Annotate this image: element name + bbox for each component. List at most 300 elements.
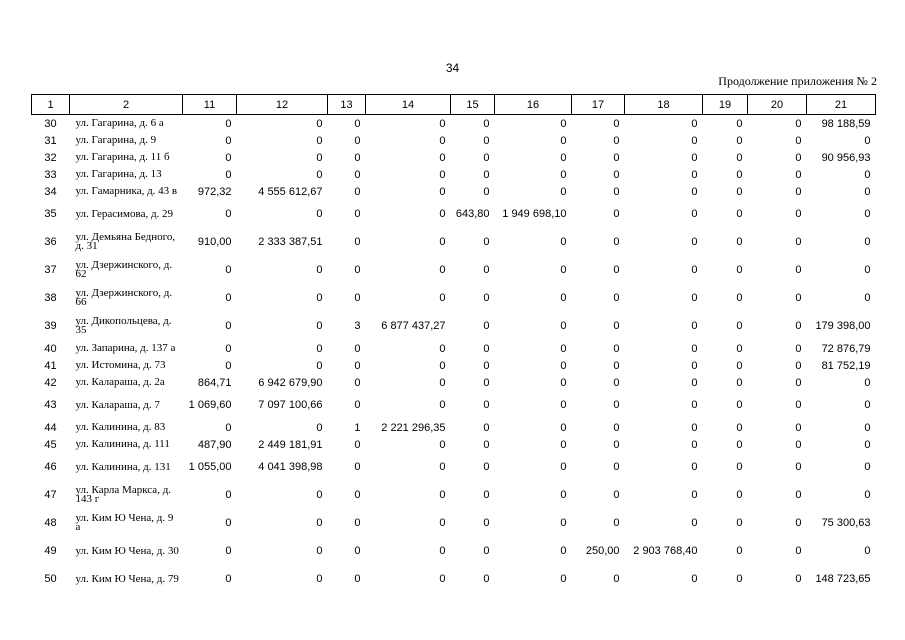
value-cell: 0 xyxy=(439,342,446,355)
value-cell: 0 xyxy=(316,573,323,585)
value-cell: 0 xyxy=(795,185,802,198)
table-row xyxy=(32,436,876,453)
value-cell: 0 xyxy=(864,264,871,276)
value-cell: 0 xyxy=(483,185,490,198)
value-cell: 0 xyxy=(354,517,361,529)
value-cell: 0 xyxy=(483,517,490,529)
address-cell: ул. Гагарина, д. 9 xyxy=(75,134,157,146)
value-cell: 179 398,00 xyxy=(815,320,871,332)
value-cell: 0 xyxy=(691,421,698,434)
value-cell: 0 xyxy=(560,342,567,355)
value-cell: 0 xyxy=(736,236,743,248)
value-cell: 0 xyxy=(864,236,871,248)
value-cell: 0 xyxy=(225,208,232,220)
value-cell: 0 xyxy=(225,517,232,529)
value-cell: 0 xyxy=(795,573,802,585)
value-cell: 643,80 xyxy=(455,208,490,220)
value-cell: 0 xyxy=(439,376,446,389)
value-cell: 0 xyxy=(483,489,490,501)
value-cell: 0 xyxy=(691,168,698,181)
value-cell: 487,90 xyxy=(197,438,232,451)
value-cell: 0 xyxy=(736,342,743,355)
value-cell: 0 xyxy=(483,320,490,332)
row-number-cell: 46 xyxy=(44,461,57,473)
value-cell: 0 xyxy=(439,545,446,557)
value-cell: 0 xyxy=(691,573,698,585)
address-cell: ул. Ким Ю Чена, д. 9 а xyxy=(75,512,174,533)
address-cell: ул. Ким Ю Чена, д. 79 xyxy=(75,572,179,585)
value-cell: 0 xyxy=(316,421,323,434)
value-cell: 0 xyxy=(864,208,871,220)
row-number-cell: 43 xyxy=(44,399,57,411)
value-cell: 0 xyxy=(225,117,232,130)
value-cell: 0 xyxy=(795,264,802,276)
address-cell: ул. Калинина, д. 83 xyxy=(75,421,166,433)
table-row xyxy=(32,312,876,340)
value-cell: 0 xyxy=(736,151,743,164)
column-header: 20 xyxy=(748,95,807,115)
value-cell: 0 xyxy=(225,342,232,355)
value-cell: 0 xyxy=(736,573,743,585)
value-cell: 0 xyxy=(613,399,620,411)
value-cell: 0 xyxy=(736,134,743,147)
value-cell: 0 xyxy=(483,359,490,372)
value-cell: 0 xyxy=(613,421,620,434)
value-cell: 0 xyxy=(354,292,361,304)
value-cell: 2 333 387,51 xyxy=(258,236,323,248)
value-cell: 0 xyxy=(691,517,698,529)
value-cell: 6 877 437,27 xyxy=(381,320,446,332)
value-cell: 148 723,65 xyxy=(815,573,871,585)
row-number-cell: 35 xyxy=(44,208,57,220)
value-cell: 0 xyxy=(864,489,871,501)
value-cell: 0 xyxy=(560,517,567,529)
address-cell: ул. Дзержинского, д. 62 xyxy=(75,259,173,280)
value-cell: 0 xyxy=(795,517,802,529)
value-cell: 0 xyxy=(613,359,620,372)
value-cell: 0 xyxy=(691,489,698,501)
value-cell: 0 xyxy=(560,151,567,164)
continuation-caption: Продолжение приложения № 2 xyxy=(718,74,877,88)
value-cell: 0 xyxy=(354,236,361,248)
value-cell: 0 xyxy=(795,438,802,451)
value-cell: 1 xyxy=(354,421,361,434)
value-cell: 0 xyxy=(736,438,743,451)
value-cell: 0 xyxy=(225,134,232,147)
address-cell: ул. Калараша, д. 7 xyxy=(75,398,160,411)
header-row xyxy=(32,95,876,115)
value-cell: 0 xyxy=(316,320,323,332)
value-cell: 0 xyxy=(354,134,361,147)
value-cell: 864,71 xyxy=(197,376,232,389)
value-cell: 0 xyxy=(316,117,323,130)
column-header: 15 xyxy=(451,95,495,115)
value-cell: 75 300,63 xyxy=(821,517,871,529)
row-number-cell: 31 xyxy=(44,134,57,147)
value-cell: 0 xyxy=(316,359,323,372)
address-cell: ул. Ким Ю Чена, д. 30 xyxy=(75,544,179,557)
value-cell: 0 xyxy=(354,399,361,411)
address-cell: ул. Калараша, д. 2а xyxy=(75,376,165,388)
page-number: 34 xyxy=(445,61,460,75)
value-cell: 0 xyxy=(613,342,620,355)
value-cell: 0 xyxy=(613,438,620,451)
value-cell: 0 xyxy=(864,399,871,411)
table-row xyxy=(32,340,876,357)
address-cell: ул. Дикопольцева, д. 35 xyxy=(75,315,172,336)
value-cell: 0 xyxy=(691,461,698,473)
column-header: 19 xyxy=(703,95,748,115)
value-cell: 0 xyxy=(795,342,802,355)
value-cell: 0 xyxy=(795,208,802,220)
table-row xyxy=(32,453,876,481)
appendix-table xyxy=(31,94,876,593)
value-cell: 0 xyxy=(736,185,743,198)
value-cell: 0 xyxy=(736,545,743,557)
value-cell: 0 xyxy=(613,134,620,147)
value-cell: 0 xyxy=(795,545,802,557)
value-cell: 0 xyxy=(560,117,567,130)
value-cell: 2 903 768,40 xyxy=(633,545,698,557)
value-cell: 0 xyxy=(736,117,743,130)
value-cell: 0 xyxy=(691,134,698,147)
value-cell: 0 xyxy=(736,461,743,473)
row-number-cell: 45 xyxy=(44,438,57,451)
value-cell: 0 xyxy=(613,489,620,501)
value-cell: 1 055,00 xyxy=(188,461,232,473)
value-cell: 0 xyxy=(736,208,743,220)
value-cell: 0 xyxy=(439,185,446,198)
value-cell: 0 xyxy=(483,342,490,355)
value-cell: 0 xyxy=(691,376,698,389)
value-cell: 3 xyxy=(354,320,361,332)
value-cell: 0 xyxy=(316,134,323,147)
value-cell: 0 xyxy=(316,517,323,529)
value-cell: 0 xyxy=(560,421,567,434)
value-cell: 0 xyxy=(736,517,743,529)
value-cell: 0 xyxy=(560,461,567,473)
value-cell: 0 xyxy=(560,292,567,304)
column-header: 17 xyxy=(572,95,625,115)
value-cell: 0 xyxy=(354,185,361,198)
row-number-cell: 47 xyxy=(44,489,57,501)
value-cell: 0 xyxy=(795,421,802,434)
row-number-cell: 38 xyxy=(44,292,57,304)
value-cell: 0 xyxy=(613,320,620,332)
value-cell: 0 xyxy=(736,421,743,434)
value-cell: 0 xyxy=(864,168,871,181)
address-cell: ул. Запарина, д. 137 а xyxy=(75,342,176,354)
value-cell: 0 xyxy=(316,545,323,557)
value-cell: 4 555 612,67 xyxy=(258,185,323,198)
value-cell: 0 xyxy=(613,264,620,276)
value-cell: 0 xyxy=(795,399,802,411)
value-cell: 0 xyxy=(483,264,490,276)
value-cell: 0 xyxy=(691,208,698,220)
value-cell: 0 xyxy=(795,489,802,501)
value-cell: 0 xyxy=(316,292,323,304)
value-cell: 1 069,60 xyxy=(188,399,232,411)
value-cell: 0 xyxy=(691,320,698,332)
value-cell: 0 xyxy=(483,545,490,557)
address-cell: ул. Демьяна Бедного, д. 31 xyxy=(75,231,176,252)
value-cell: 0 xyxy=(560,320,567,332)
value-cell: 0 xyxy=(613,208,620,220)
table-row xyxy=(32,183,876,200)
value-cell: 0 xyxy=(483,134,490,147)
table-row xyxy=(32,228,876,256)
value-cell: 0 xyxy=(864,421,871,434)
value-cell: 0 xyxy=(225,292,232,304)
value-cell: 0 xyxy=(439,208,446,220)
value-cell: 2 449 181,91 xyxy=(258,438,323,451)
value-cell: 0 xyxy=(691,292,698,304)
table-row xyxy=(32,391,876,419)
row-number-cell: 44 xyxy=(44,421,57,434)
value-cell: 0 xyxy=(795,461,802,473)
value-cell: 250,00 xyxy=(585,545,620,557)
value-cell: 0 xyxy=(483,236,490,248)
value-cell: 0 xyxy=(354,151,361,164)
table-row xyxy=(32,256,876,284)
column-header: 2 xyxy=(70,95,183,115)
value-cell: 0 xyxy=(560,134,567,147)
value-cell: 0 xyxy=(225,359,232,372)
value-cell: 0 xyxy=(691,236,698,248)
value-cell: 0 xyxy=(354,489,361,501)
column-header: 12 xyxy=(237,95,328,115)
value-cell: 0 xyxy=(613,168,620,181)
value-cell: 0 xyxy=(354,545,361,557)
value-cell: 0 xyxy=(483,399,490,411)
value-cell: 0 xyxy=(354,168,361,181)
value-cell: 0 xyxy=(560,185,567,198)
value-cell: 0 xyxy=(560,359,567,372)
value-cell: 7 097 100,66 xyxy=(258,399,323,411)
value-cell: 0 xyxy=(691,264,698,276)
row-number-cell: 50 xyxy=(44,573,57,585)
row-number-cell: 32 xyxy=(44,151,57,164)
value-cell: 6 942 679,90 xyxy=(258,376,323,389)
table-row xyxy=(32,374,876,391)
value-cell: 0 xyxy=(864,376,871,389)
value-cell: 0 xyxy=(316,342,323,355)
table-row xyxy=(32,509,876,537)
value-cell: 0 xyxy=(316,168,323,181)
value-cell: 0 xyxy=(613,236,620,248)
value-cell: 0 xyxy=(795,168,802,181)
value-cell: 0 xyxy=(795,376,802,389)
value-cell: 0 xyxy=(316,489,323,501)
value-cell: 0 xyxy=(560,438,567,451)
table-row xyxy=(32,166,876,183)
value-cell: 0 xyxy=(225,573,232,585)
value-cell: 0 xyxy=(354,461,361,473)
row-number-cell: 30 xyxy=(44,117,57,130)
value-cell: 0 xyxy=(354,359,361,372)
value-cell: 0 xyxy=(736,399,743,411)
value-cell: 0 xyxy=(225,151,232,164)
value-cell: 0 xyxy=(483,573,490,585)
value-cell: 0 xyxy=(439,264,446,276)
row-number-cell: 39 xyxy=(44,320,57,332)
value-cell: 0 xyxy=(691,399,698,411)
value-cell: 972,32 xyxy=(197,185,232,198)
address-cell: ул. Калинина, д. 111 xyxy=(75,438,170,450)
value-cell: 0 xyxy=(736,359,743,372)
value-cell: 0 xyxy=(439,117,446,130)
value-cell: 0 xyxy=(439,489,446,501)
address-cell: ул. Гагарина, д. 13 xyxy=(75,168,162,180)
address-cell: ул. Истомина, д. 73 xyxy=(75,359,166,371)
value-cell: 1 949 698,10 xyxy=(502,208,567,220)
value-cell: 0 xyxy=(560,489,567,501)
value-cell: 0 xyxy=(736,292,743,304)
table-row xyxy=(32,419,876,436)
table-row xyxy=(32,537,876,565)
value-cell: 0 xyxy=(560,376,567,389)
column-header: 11 xyxy=(183,95,237,115)
value-cell: 0 xyxy=(483,438,490,451)
row-number-cell: 49 xyxy=(44,545,57,557)
address-cell: ул. Калинина, д. 131 xyxy=(75,460,171,473)
value-cell: 0 xyxy=(354,342,361,355)
value-cell: 0 xyxy=(439,438,446,451)
value-cell: 0 xyxy=(864,185,871,198)
value-cell: 0 xyxy=(225,545,232,557)
value-cell: 0 xyxy=(560,399,567,411)
row-number-cell: 36 xyxy=(44,236,57,248)
value-cell: 0 xyxy=(439,461,446,473)
value-cell: 0 xyxy=(864,134,871,147)
value-cell: 0 xyxy=(354,376,361,389)
address-cell: ул. Дзержинского, д. 66 xyxy=(75,287,173,308)
value-cell: 0 xyxy=(316,151,323,164)
value-cell: 0 xyxy=(483,461,490,473)
table-row xyxy=(32,284,876,312)
value-cell: 0 xyxy=(483,151,490,164)
column-header: 14 xyxy=(366,95,451,115)
row-number-cell: 42 xyxy=(44,376,57,389)
value-cell: 0 xyxy=(439,168,446,181)
value-cell: 81 752,19 xyxy=(821,359,871,372)
table-row xyxy=(32,357,876,374)
value-cell: 0 xyxy=(795,320,802,332)
value-cell: 0 xyxy=(483,117,490,130)
value-cell: 0 xyxy=(560,168,567,181)
column-header: 18 xyxy=(625,95,703,115)
value-cell: 0 xyxy=(354,573,361,585)
value-cell: 0 xyxy=(795,359,802,372)
value-cell: 0 xyxy=(560,545,567,557)
table-row xyxy=(32,132,876,149)
column-header: 21 xyxy=(807,95,876,115)
value-cell: 0 xyxy=(795,117,802,130)
value-cell: 72 876,79 xyxy=(821,342,871,355)
value-cell: 0 xyxy=(613,117,620,130)
value-cell: 0 xyxy=(613,517,620,529)
address-cell: ул. Гамарника, д. 43 в xyxy=(75,185,178,197)
value-cell: 0 xyxy=(483,292,490,304)
value-cell: 0 xyxy=(439,399,446,411)
value-cell: 2 221 296,35 xyxy=(381,421,446,434)
value-cell: 0 xyxy=(795,134,802,147)
value-cell: 0 xyxy=(439,151,446,164)
value-cell: 0 xyxy=(483,376,490,389)
value-cell: 0 xyxy=(613,292,620,304)
value-cell: 0 xyxy=(354,208,361,220)
value-cell: 0 xyxy=(354,438,361,451)
value-cell: 0 xyxy=(560,573,567,585)
row-number-cell: 37 xyxy=(44,264,57,276)
row-number-cell: 33 xyxy=(44,168,57,181)
value-cell: 0 xyxy=(439,359,446,372)
value-cell: 0 xyxy=(736,376,743,389)
value-cell: 0 xyxy=(613,185,620,198)
value-cell: 0 xyxy=(864,461,871,473)
value-cell: 0 xyxy=(864,292,871,304)
value-cell: 0 xyxy=(560,236,567,248)
value-cell: 0 xyxy=(439,236,446,248)
column-header: 1 xyxy=(32,95,70,115)
table-row xyxy=(32,565,876,593)
value-cell: 0 xyxy=(354,117,361,130)
value-cell: 0 xyxy=(560,264,567,276)
value-cell: 0 xyxy=(354,264,361,276)
value-cell: 0 xyxy=(225,320,232,332)
value-cell: 0 xyxy=(613,151,620,164)
value-cell: 0 xyxy=(316,208,323,220)
value-cell: 0 xyxy=(691,438,698,451)
table-row xyxy=(32,115,876,133)
value-cell: 0 xyxy=(439,517,446,529)
address-cell: ул. Герасимова, д. 29 xyxy=(75,207,174,220)
value-cell: 98 188,59 xyxy=(821,117,871,130)
table-row xyxy=(32,481,876,509)
address-cell: ул. Карла Маркса, д. 143 г xyxy=(75,484,172,505)
value-cell: 910,00 xyxy=(197,236,232,248)
value-cell: 0 xyxy=(864,545,871,557)
value-cell: 0 xyxy=(736,320,743,332)
column-header: 13 xyxy=(328,95,366,115)
value-cell: 0 xyxy=(225,168,232,181)
value-cell: 0 xyxy=(795,151,802,164)
value-cell: 0 xyxy=(483,168,490,181)
value-cell: 0 xyxy=(225,489,232,501)
value-cell: 0 xyxy=(691,117,698,130)
value-cell: 0 xyxy=(613,376,620,389)
row-number-cell: 34 xyxy=(44,185,57,198)
value-cell: 90 956,93 xyxy=(821,151,871,164)
value-cell: 0 xyxy=(225,264,232,276)
address-cell: ул. Гагарина, д. 11 б xyxy=(75,151,170,163)
value-cell: 0 xyxy=(439,292,446,304)
value-cell: 4 041 398,98 xyxy=(258,461,323,473)
value-cell: 0 xyxy=(225,421,232,434)
value-cell: 0 xyxy=(439,134,446,147)
value-cell: 0 xyxy=(736,168,743,181)
value-cell: 0 xyxy=(613,573,620,585)
value-cell: 0 xyxy=(736,264,743,276)
value-cell: 0 xyxy=(736,489,743,501)
row-number-cell: 48 xyxy=(44,517,57,529)
value-cell: 0 xyxy=(864,438,871,451)
table-row xyxy=(32,149,876,166)
value-cell: 0 xyxy=(691,185,698,198)
row-number-cell: 40 xyxy=(44,342,57,355)
address-cell: ул. Гагарина, д. 6 а xyxy=(75,117,164,129)
value-cell: 0 xyxy=(691,359,698,372)
